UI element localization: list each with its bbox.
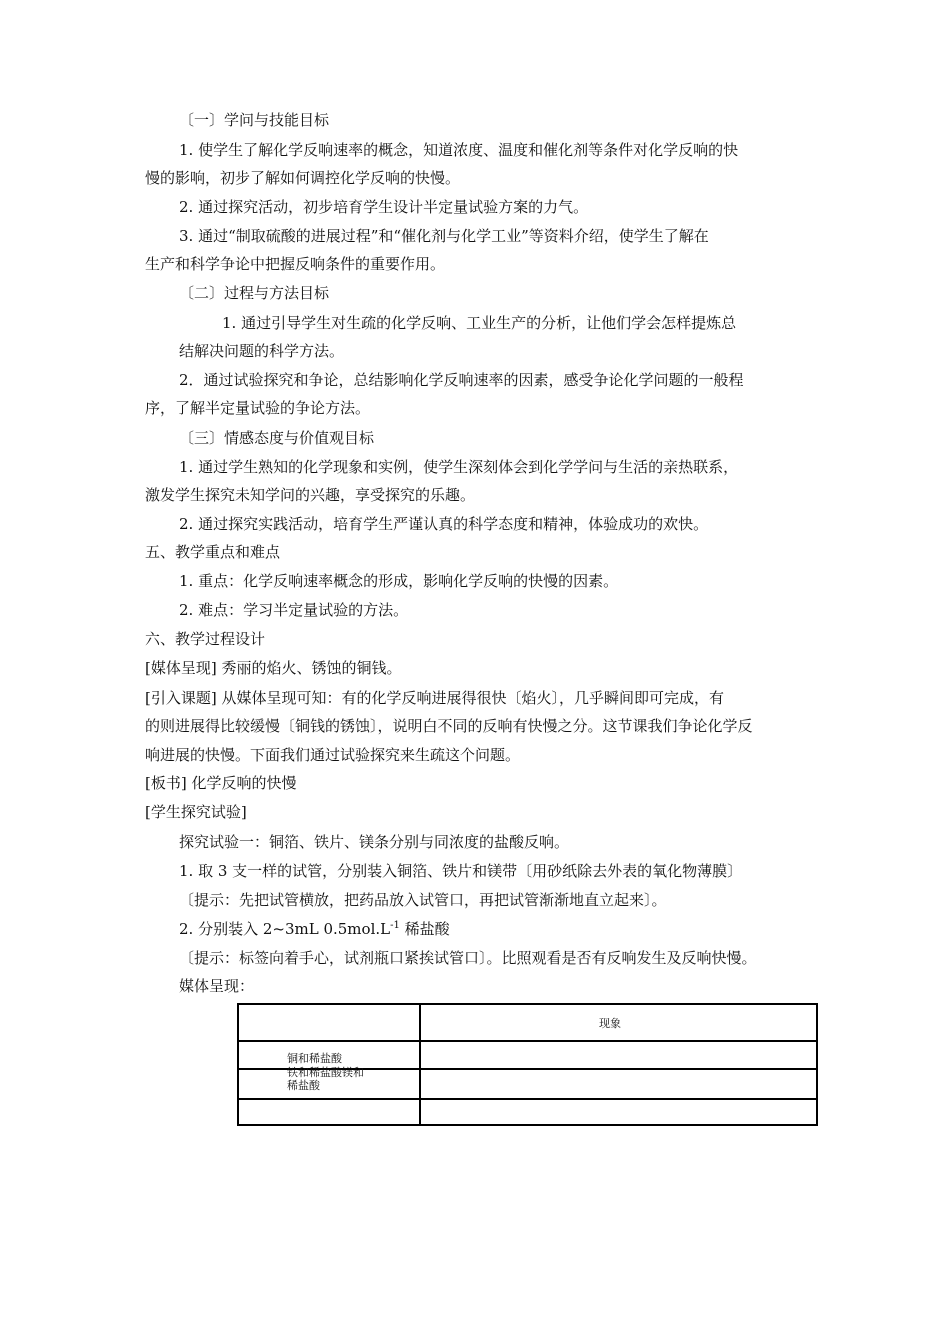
section-heading-key-points: 五、教学重点和难点 <box>145 543 281 561</box>
paragraph-line: 2．通过试验探究和争论，总结影响化学反响速率的因素，感受争论化学问题的一般程 <box>179 371 744 389</box>
table-divider <box>419 1005 421 1124</box>
paragraph-line: 1. 取 3 支一样的试管，分别装入铜箔、铁片和镁带〔用砂纸除去外表的氧化物薄膜〕 <box>179 862 743 880</box>
paragraph-line: [引入课题] 从媒体呈现可知：有的化学反响进展得很快〔焰火〕，几乎瞬间即可完成，有 <box>145 689 724 707</box>
paragraph-line: 激发学生探究未知学问的兴趣，享受探究的乐趣。 <box>145 486 476 504</box>
concentration-text: 2. 分别装入 2~3mL 0.5mol.L <box>179 920 391 938</box>
paragraph-line: 结解决问题的科学方法。 <box>179 342 345 360</box>
paragraph-line: 2. 通过探究活动，初步培育学生设计半定量试验方案的力气。 <box>179 198 589 216</box>
paragraph-line: 1. 重点：化学反响速率概念的形成，影响化学反响的快慢的因素。 <box>179 572 619 590</box>
paragraph-line: 1. 通过引导学生对生疏的化学反响、工业生产的分析，让他们学会怎样提炼总 <box>222 314 737 332</box>
paragraph-line: [板书] 化学反响的快慢 <box>145 774 297 792</box>
observation-table <box>237 1003 818 1126</box>
paragraph-line: [媒体呈现] 秀丽的焰火、锈蚀的铜钱。 <box>145 659 402 677</box>
table-row-label: 铁和稀盐酸镁和 <box>287 1066 364 1079</box>
paragraph-line: 慢的影响，初步了解如何调控化学反响的快慢。 <box>145 169 461 187</box>
paragraph-line: 探究试验一：铜箔、铁片、镁条分别与同浓度的盐酸反响。 <box>179 833 570 851</box>
paragraph-line: 1. 通过学生熟知的化学现象和实例，使学生深刻体会到化学学问与生活的亲热联系， <box>179 458 739 476</box>
paragraph-line: 1. 使学生了解化学反响速率的概念，知道浓度、温度和催化剂等条件对化学反响的快 <box>179 141 739 159</box>
paragraph-line: 序，了解半定量试验的争论方法。 <box>145 399 371 417</box>
table-divider <box>239 1040 816 1042</box>
paragraph-line: 3. 通过“制取硫酸的进展过程”和“催化剂与化学工业”等资料介绍，使学生了解在 <box>179 227 709 245</box>
section-heading-process: 〔二〕过程与方法目标 <box>179 284 330 302</box>
table-divider <box>239 1098 816 1100</box>
concentration-line <box>179 919 450 939</box>
table-row-label: 稀盐酸 <box>287 1079 320 1092</box>
paragraph-line: 2. 难点：学习半定量试验的方法。 <box>179 601 409 619</box>
paragraph-line: 〔提示：先把试管横放，把药品放入试管口，再把试管渐渐地直立起来〕。 <box>179 891 667 909</box>
paragraph-line: 〔提示：标签向着手心，试剂瓶口紧挨试管口〕。比照观看是否有反响发生及反响快慢。 <box>179 949 757 967</box>
table-header-phenomenon: 现象 <box>599 1017 621 1030</box>
paragraph-line: 媒体呈现： <box>179 977 255 995</box>
concentration-text-tail: 稀盐酸 <box>399 920 450 938</box>
paragraph-line: 响进展的快慢。下面我们通过试验探究来生疏这个问题。 <box>145 746 521 764</box>
paragraph-line: 的则进展得比较缓慢〔铜钱的锈蚀〕，说明白不同的反响有快慢之分。这节课我们争论化学反 <box>145 717 753 735</box>
paragraph-line: 2. 通过探究实践活动，培育学生严谨认真的科学态度和精神，体验成功的欢快。 <box>179 515 709 533</box>
paragraph-line: 生产和科学争论中把握反响条件的重要作用。 <box>145 255 446 273</box>
table-row-label: 铜和稀盐酸 <box>287 1052 342 1065</box>
section-heading-knowledge: 〔一〕学问与技能目标 <box>179 111 330 129</box>
paragraph-line: [学生探究试验] <box>145 803 247 821</box>
section-heading-process-design: 六、教学过程设计 <box>145 630 266 648</box>
concentration-exponent: -1 <box>390 920 400 931</box>
section-heading-attitude: 〔三〕情感态度与价值观目标 <box>179 429 375 447</box>
